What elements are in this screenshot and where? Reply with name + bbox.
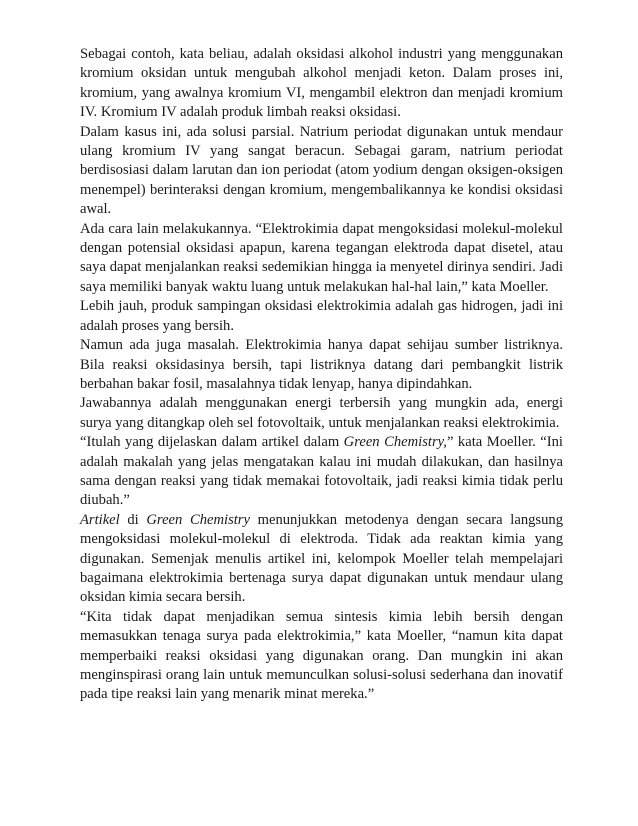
paragraph-text: Ada cara lain melakukannya. “Elektrokimia dapat mengoksidasi molekul-molekul dengan potensial oksidasi apapun, karena tegangan elektroda dapat disetel, atau saya dapat menjalankan reaksi sedemikian hingga ia menyetel dirinya sendiri. Jadi saya memiliki banyak waktu luang untuk melakukan hal-hal lain,” kata Moeller. (80, 220, 563, 295)
paragraph-text: Sebagai contoh, kata beliau, adalah oksidasi alkohol industri yang menggunakan kromium oksidan untuk mengubah alkohol menjadi keton. Dalam proses ini, kromium, yang awalnya kromium VI, mengambil elektron dan menjadi kromium IV. Kromium IV adalah produk limbah reaksi oksidasi. (80, 46, 563, 121)
paragraph-solar-answer (80, 394, 563, 433)
paragraph-article-method (80, 511, 563, 608)
paragraph-partial-solution (80, 123, 563, 220)
paragraph-text: “Kita tidak dapat menjadikan semua sintesis kimia lebih bersih dengan memasukkan tenaga surya pada elektrokimia,” kata Moeller, “namun kita dapat memperbaiki reaksi oksidasi yang digunakan orang. Dan mungkin ini akan menginspirasi orang lain untuk memunculkan solusi-solusi sederhana dan inovatif pada tipe reaksi lain yang menarik minat mereka.” (80, 608, 563, 703)
journal-title: Green Chemistry, (343, 434, 447, 451)
paragraph-text: Dalam kasus ini, ada solusi parsial. Natrium periodat digunakan untuk mendaur ulang kromium IV yang sangat beracun. Sebagai garam, natrium periodat berdisosiasi dalam larutan dan ion periodat (atom yodium dengan oksigen-oksigen menempel) berinteraksi dengan kromium, mengembalikannya ke kondisi oksidasi awal. (80, 123, 563, 218)
paragraph-chromium-oxidation (80, 45, 563, 123)
paragraph-electrochemistry-method (80, 220, 563, 298)
document-body (80, 45, 563, 705)
paragraph-hydrogen-byproduct (80, 297, 563, 336)
paragraph-problem (80, 336, 563, 394)
paragraph-text: “Itulah yang dijelaskan dalam artikel dalam (80, 434, 344, 451)
paragraph-text: Namun ada juga masalah. Elektrokimia hanya dapat sehijau sumber listriknya. Bila reaksi oksidasinya bersih, tapi listriknya datang dari pembangkit listrik berbahan bakar fosil, masalahnya tidak lenyap, hanya dipindahkan. (80, 337, 563, 392)
paragraph-green-chemistry-quote (80, 433, 563, 511)
paragraph-text: di (119, 511, 147, 528)
paragraph-text: Jawabannya adalah menggunakan energi terbersih yang mungkin ada, energi surya yang ditangkap oleh sel fotovoltaik, untuk menjalankan reaksi elektrokimia. (80, 395, 563, 431)
paragraph-text: ” kata Moeller. “Ini adalah makalah yang jelas mengatakan kalau ini mudah dilakukan, dan hasilnya sama dengan reaksi yang tidak memakai fotovoltaik, jadi reaksi kimia tidak perlu diubah.” (80, 434, 563, 509)
paragraph-text: menunjukkan metodenya dengan secara langsung mengoksidasi molekul-molekul di elektroda. Tidak ada reaktan kimia yang digunakan. Semenjak menulis artikel ini, kelompok Moeller telah mempelajari bagaimana elektrokimia bertenaga surya dapat digunakan untuk mendaur ulang oksidan kimia secara bersih. (80, 511, 563, 606)
journal-title: Green Chemistry (146, 511, 250, 528)
article-word: Artikel (80, 511, 120, 528)
paragraph-closing-quote (80, 608, 563, 705)
paragraph-text: Lebih jauh, produk sampingan oksidasi elektrokimia adalah gas hidrogen, jadi ini adalah proses yang bersih. (80, 298, 563, 334)
